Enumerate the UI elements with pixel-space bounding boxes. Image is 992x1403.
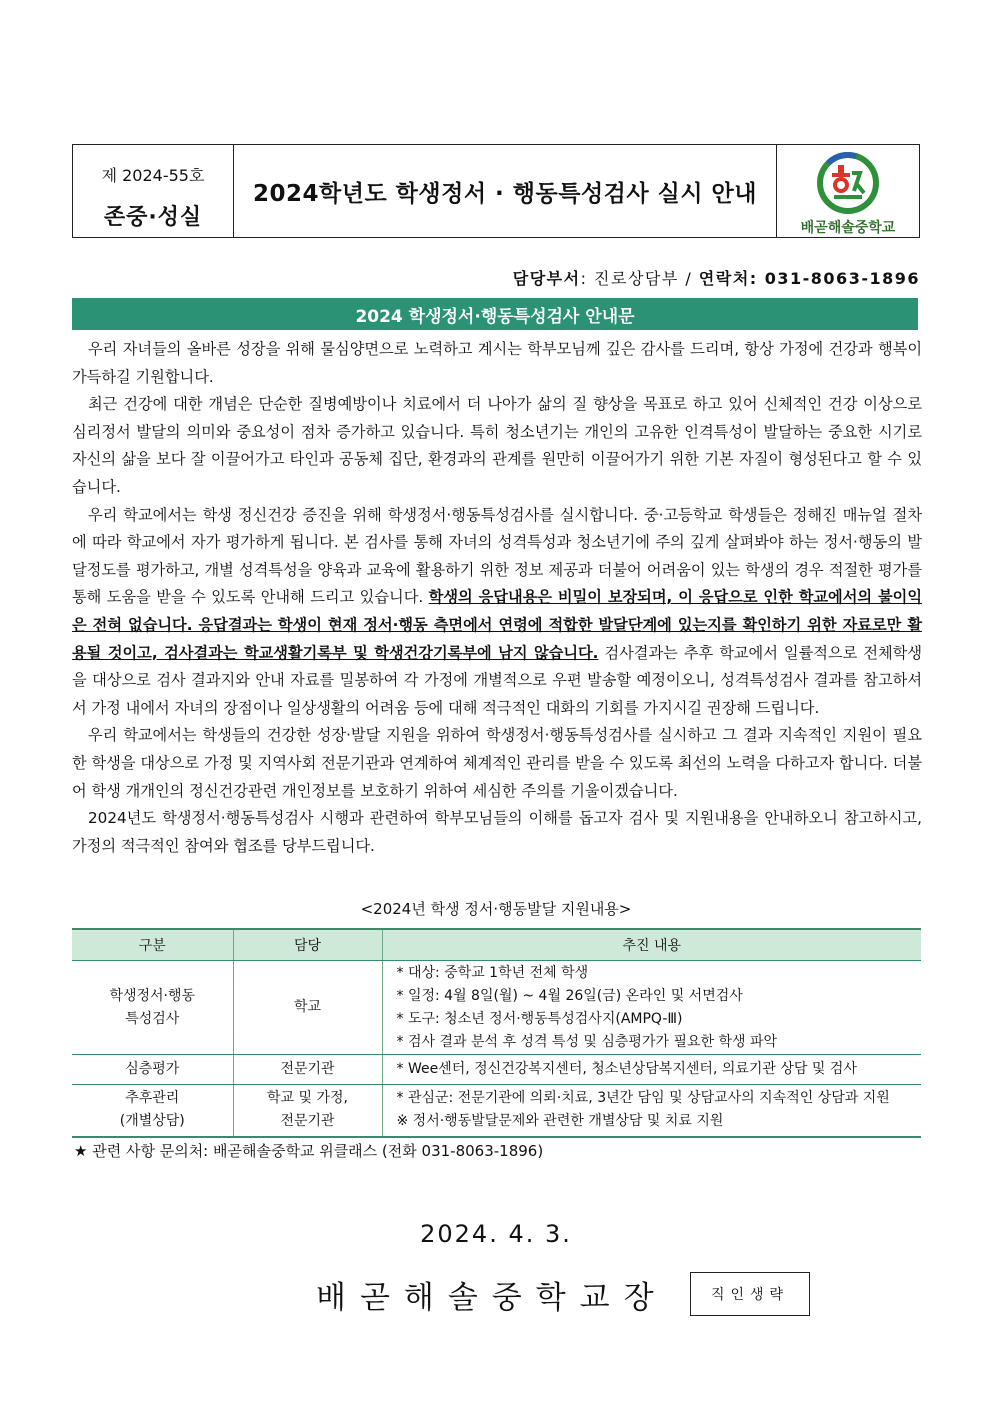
issue-date: 2024. 4. 3. <box>420 1220 572 1248</box>
header-left-cell <box>73 145 234 237</box>
phone-value: : 031-8063-1896 <box>749 269 920 288</box>
paragraph-1: 우리 자녀들의 올바른 성장을 위해 물심양면으로 노력하고 계시는 학부모님께 깊은 감사를 드리며, 항상 가정에 건강과 행복이 가득하길 기원합니다. <box>72 340 922 386</box>
row-category <box>72 961 233 1055</box>
seal-omitted-box: 직인생략 <box>690 1272 810 1316</box>
school-motto: 존중·성실 <box>103 205 203 230</box>
principal-title: 배곧해솔중학교장 <box>316 1280 668 1316</box>
table-title: <2024년 학생 정서·행동발달 지원내용> <box>360 900 632 918</box>
document-header <box>72 144 920 238</box>
row-content <box>382 1085 921 1137</box>
notice-banner: 2024 학생정서·행동특성검사 안내문 <box>72 298 918 330</box>
category-line: 학생정서·행동 <box>109 987 196 1004</box>
row-content <box>382 1055 921 1085</box>
category-line: 추후관리 <box>125 1090 180 1107</box>
content-item: * Wee센터, 정신건강복지센터, 청소년상담복지센터, 의료기관 상담 및 검사 <box>396 1061 857 1077</box>
doc-number: 제 2024-55호 <box>101 166 205 185</box>
paragraph-3-a: 우리 학교에서는 학생 정신건강 증진을 위해 학생정서·행동특성검사를 실시합니다. 중·고등학교 학생들은 정해진 매뉴얼 절차에 따라 학교에서 자가 평가하게 됩니다. 본 검사를 통해 자녀의 성격특성과 청소년기에 주의 깊게 살펴봐야 하는 정서·행동의 발달정도를 평가하고, 개별 성격특성을 양육과 교육에 활용하기 위한 정보 제공과 더불어 어려움이 있는 학생의 경우 적절한 평가를 통해 도움을 받을 수 있도록 안내해 드리고 있습니다. <box>72 505 922 607</box>
phone-label: 연락처 <box>698 269 750 288</box>
confidentiality-notice: 학생의 응답내용은 비밀이 보장되며, 이 응답으로 인한 학교에서의 불이익은 전혀 없습니다. 응답결과는 학생이 현재 정서·행동 측면에서 연령에 적합한 발달단계에 있는지를 확인하기 위한 자료로만 활용될 것이고, 검사결과는 학교생활기록부 및 학생건강기록부에 남지 않습니다. <box>72 588 922 662</box>
table-row <box>72 961 921 1055</box>
content-item: * 일정: 4월 8일(월) ~ 4월 26일(금) 온라인 및 서면검사 <box>396 987 743 1004</box>
content-item: * 관심군: 전문기관에 의뢰·치료, 3년간 담임 및 상담교사의 지속적인 상담과 지원 <box>396 1090 890 1107</box>
paragraph-2: 최근 건강에 대한 개념은 단순한 질병예방이나 치료에서 더 나아가 삶의 질 향상을 목표로 하고 있어 신체적인 건강 이상으로 심리정서 발달의 의미와 중요성이 점차 증가하고 있습니다. 특히 청소년기는 개인의 고유한 인격특성이 발달하는 중요한 시기로 자신의 삶을 보다 잘 이끌어가고 타인과 공동체 집단, 환경과의 관계를 원만히 이끌어가기 위한 기본 자질이 형성된다고 할 수 있습니다. <box>72 395 922 496</box>
table-row <box>72 1055 921 1085</box>
support-table <box>72 928 921 1138</box>
document-title: 2024학년도 학생정서 · 행동특성검사 실시 안내 <box>253 180 757 207</box>
contact-line <box>513 266 920 289</box>
paragraph-3-c: 검사결과는 추후 학교에서 일률적으로 전체학생을 대상으로 검사 결과지와 안내 자료를 밀봉하여 각 가정에 개별적으로 우편 발송할 예정이오니, 성격특성검사 결과를 참고하셔서 가정 내에서 자녀의 장점이나 일상생활의 어려움 등에 대해 적극적인 대화의 기회를 가지시길 권장해 드립니다. <box>72 643 923 717</box>
row-owner: 전문기관 <box>233 1055 382 1085</box>
category-line: 특성검사 <box>125 1010 180 1027</box>
content-item: * 도구: 청소년 정서·행동특성검사지(AMPQ-Ⅲ) <box>396 1010 683 1027</box>
header-content: 추진 내용 <box>382 929 921 961</box>
row-content <box>382 961 921 1055</box>
inquiry-line: ★ 관련 사항 문의처: 배곧해솔중학교 위클래스 (전화 031-8063-1896) <box>74 1142 544 1160</box>
row-category <box>72 1085 233 1137</box>
category-line: (개별상담) <box>119 1113 185 1130</box>
notice-body <box>72 336 922 860</box>
owner-line: 학교 및 가정, <box>267 1090 348 1107</box>
logo-school-name: 배곧해솔중학교 <box>800 220 896 236</box>
paragraph-3 <box>72 502 922 723</box>
table-header-row <box>72 929 921 961</box>
owner-line: 전문기관 <box>280 1113 335 1130</box>
dept-value: : 진로상담부 / <box>580 269 699 288</box>
school-logo-cell <box>776 145 919 237</box>
row-category: 심층평가 <box>72 1055 233 1085</box>
school-logo-icon <box>816 151 880 215</box>
paragraph-4: 우리 학교에서는 학생들의 건강한 성장·발달 지원을 위하여 학생정서·행동특성검사를 실시하고 그 결과 지속적인 지원이 필요한 학생을 대상으로 가정 및 지역사회 전문기관과 연계하여 체계적인 관리를 받을 수 있도록 최선의 노력을 다하고자 합니다. 더불어 학생 개개인의 정신건강관련 개인정보를 보호하기 위하여 세심한 주의를 기울이겠습니다. <box>72 726 922 800</box>
content-item: ※ 정서·행동발달문제와 관련한 개별상담 및 치료 지원 <box>396 1113 724 1130</box>
content-item: * 검사 결과 분석 후 성격 특성 및 심층평가가 필요한 학생 파악 <box>396 1033 778 1050</box>
header-owner: 담당 <box>233 929 382 961</box>
paragraph-5: 2024년도 학생정서·행동특성검사 시행과 관련하여 학부모님들의 이해를 돕고자 검사 및 지원내용을 안내하오니 참고하시고, 가정의 적극적인 참여와 협조를 당부드립니다. <box>72 809 922 855</box>
table-row <box>72 1085 921 1137</box>
row-owner: 학교 <box>233 961 382 1055</box>
header-category: 구분 <box>72 929 233 961</box>
content-item: * 대상: 중학교 1학년 전체 학생 <box>396 964 589 981</box>
dept-label: 담당부서 <box>512 269 581 288</box>
row-owner <box>233 1085 382 1137</box>
